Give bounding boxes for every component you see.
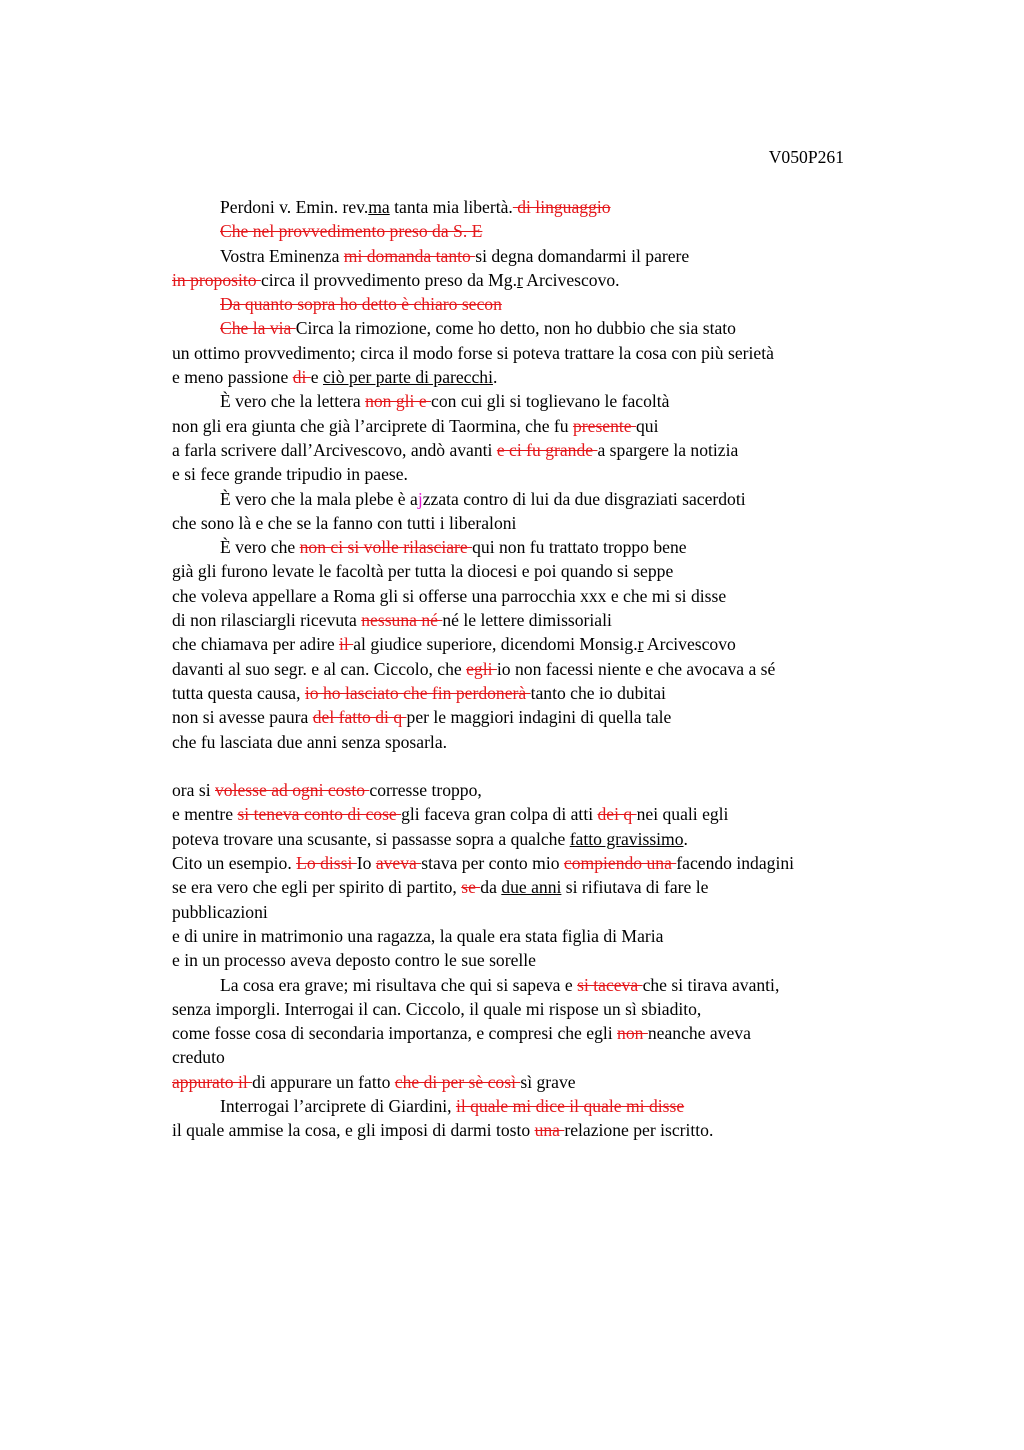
text-line: e di unire in matrimonio una ragazza, la quale era stata figlia di Maria	[172, 925, 664, 946]
text-line: davanti al suo segr. e al can. Ciccolo, che egli io non facessi niente e che avocava a sé	[172, 658, 776, 679]
deletion: non	[617, 1023, 648, 1044]
deletion: di	[292, 367, 311, 388]
deletion: Che la via	[220, 318, 296, 339]
deletion: Lo dissi	[296, 853, 357, 874]
deletion: aveva	[375, 853, 422, 874]
text-line: non gli era giunta che già l’arciprete di Taormina, che fu presente qui	[172, 415, 659, 436]
deletion: che di per sè così	[394, 1071, 521, 1092]
text-line: ora si volesse ad ogni costo corresse troppo,	[172, 780, 482, 801]
text-line: che voleva appellare a Roma gli si offerse una parrocchia xxx e che mi si disse	[172, 585, 727, 606]
deletion: io ho lasciato che fin perdonerà	[304, 682, 531, 703]
deletion: non gli e	[365, 391, 432, 412]
text-line	[172, 219, 912, 243]
text-line: È vero che la mala plebe è ajzzata contro di lui da due disgraziati sacerdoti	[220, 488, 746, 509]
text-line: creduto	[172, 1047, 225, 1068]
text-line: È vero che la lettera non gli e con cui gli si toglievano le facoltà	[220, 391, 670, 412]
deletion: una	[534, 1120, 565, 1141]
deletion: si taceva	[577, 974, 643, 995]
deletion: Da quanto sopra ho detto è chiaro secon	[220, 294, 502, 315]
deletion: mi domanda tanto	[343, 245, 476, 266]
text-line: che chiamava per adire il al giudice superiore, dicendomi Monsig.r Arcivescovo	[172, 634, 736, 655]
manuscript-body	[172, 195, 912, 1143]
deletion: Che nel provvedimento preso da S. E	[220, 221, 483, 242]
deletion: il quale mi dice il quale mi disse	[455, 1095, 685, 1116]
deletion: nessuna né	[361, 610, 443, 631]
deletion: si teneva conto di cose	[237, 804, 402, 825]
text-line: tutta questa causa, io ho lasciato che fin perdonerà tanto che io dubitai	[172, 682, 666, 703]
text-line: Cito un esempio. Lo dissi Io aveva stava per conto mio compiendo una facendo indagini	[172, 853, 795, 874]
deletion: presente	[572, 415, 636, 436]
insertion: j	[417, 488, 423, 509]
deletion: il	[339, 634, 354, 655]
text-line: e si fece grande tripudio in paese.	[172, 464, 408, 485]
deletion: compiendo una	[563, 853, 677, 874]
deletion: in proposito	[172, 269, 261, 290]
text-line	[172, 292, 912, 316]
text-line: il quale ammise la cosa, e gli imposi di darmi tosto una relazione per iscritto.	[172, 1120, 714, 1141]
deletion: appurato il	[172, 1071, 253, 1092]
deletion: del fatto di q	[312, 707, 407, 728]
text-line: non si avesse paura del fatto di q per le maggiori indagini di quella tale	[172, 707, 672, 728]
text-line: come fosse cosa di secondaria importanza, e compresi che egli non neanche aveva	[172, 1023, 751, 1044]
text-line: a farla scrivere dall’Arcivescovo, andò avanti e ci fu grande a spargere la notizia	[172, 439, 739, 460]
text-line: un ottimo provvedimento; circa il modo forse si poteva trattare la cosa con più serietà	[172, 342, 774, 363]
text-line: Perdoni v. Emin. rev.ma tanta mia libertà. di linguaggio	[220, 197, 611, 217]
text-line: che sono là e che se la fanno con tutti i liberaloni	[172, 512, 517, 533]
deletion: se	[461, 877, 481, 898]
text-line: e in un processo aveva deposto contro le sue sorelle	[172, 950, 536, 971]
deletion: volesse ad ogni costo	[215, 780, 370, 801]
blank-line	[172, 754, 912, 778]
text-line: poteva trovare una scusante, si passasse sopra a qualche fatto gravissimo.	[172, 828, 688, 849]
deletion: e ci fu grande	[496, 439, 598, 460]
text-line: se era vero che egli per spirito di partito, se da due anni si rifiutava di fare le	[172, 877, 709, 898]
text-line: senza imporgli. Interrogai il can. Ciccolo, il quale mi rispose un sì sbiadito,	[172, 998, 702, 1019]
text-line: Interrogai l’arciprete di Giardini, il quale mi dice il quale mi disse	[220, 1095, 685, 1116]
document-id: V050P261	[768, 147, 844, 167]
text-line: pubblicazioni	[172, 901, 268, 922]
text-line: appurato il di appurare un fatto che di per sè così sì grave	[172, 1071, 576, 1092]
deletion: non ci si volle rilasciare	[299, 537, 473, 558]
text-line: La cosa era grave; mi risultava che qui si sapeva e si taceva che si tirava avanti,	[220, 974, 780, 995]
text-line: in proposito circa il provvedimento preso da Mg.r Arcivescovo.	[172, 269, 620, 290]
text-line: e meno passione di e ciò per parte di parecchi.	[172, 367, 498, 388]
text-line: che fu lasciata due anni senza sposarla.	[172, 731, 448, 752]
text-line: già gli furono levate le facoltà per tutta la diocesi e poi quando si seppe	[172, 561, 674, 582]
text-line: È vero che non ci si volle rilasciare qui non fu trattato troppo bene	[220, 537, 687, 558]
text-line: Che la via Circa la rimozione, come ho detto, non ho dubbio che sia stato	[220, 318, 736, 339]
text-line: di non rilasciargli ricevuta nessuna né né le lettere dimissoriali	[172, 610, 612, 631]
deletion: egli	[466, 658, 497, 679]
deletion: di linguaggio	[512, 197, 611, 217]
deletion: dei q	[597, 804, 637, 825]
text-line: Vostra Eminenza mi domanda tanto si degna domandarmi il parere	[220, 245, 690, 266]
text-line: e mentre si teneva conto di cose gli faceva gran colpa di atti dei q nei quali egli	[172, 804, 729, 825]
